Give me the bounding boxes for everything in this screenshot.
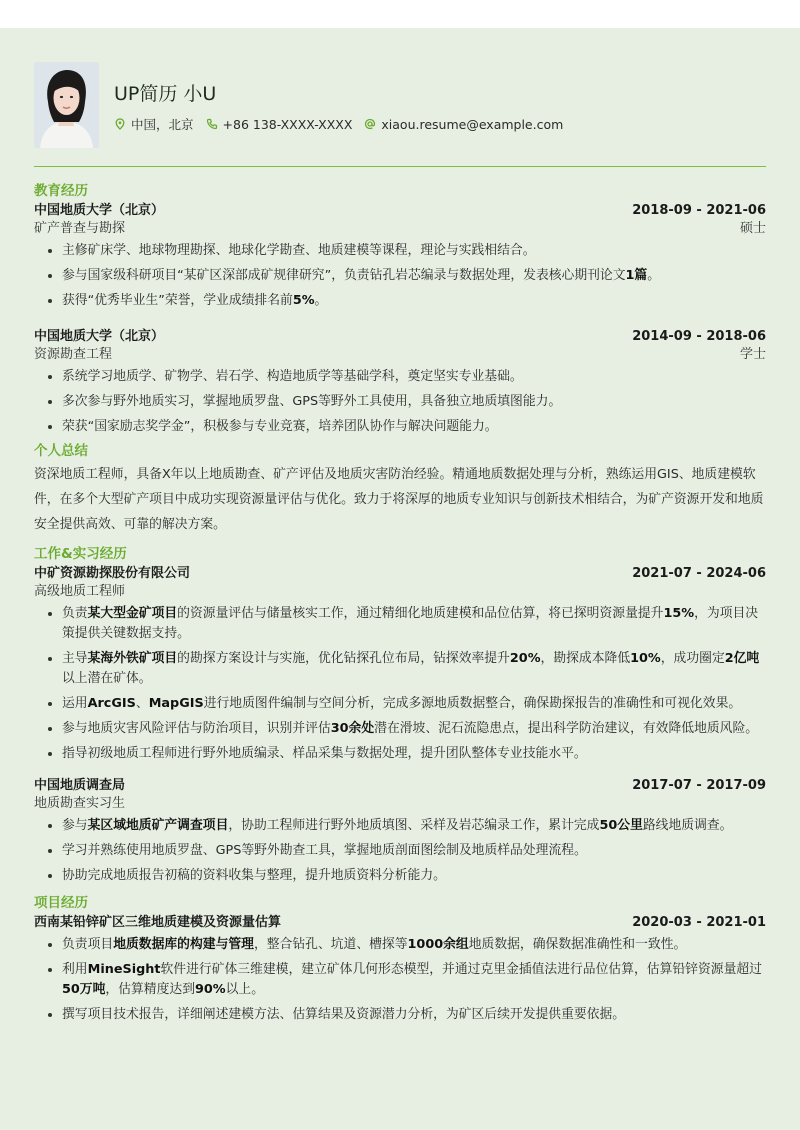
- work-date: 2017-07 - 2017-09: [632, 778, 766, 793]
- education-bullets: [34, 241, 766, 311]
- bullet-item: • 学习并熟练使用地质罗盘、GPS等野外勘查工具，掌握地质剖面图绘制及地质样品处理流程。: [62, 841, 766, 861]
- bullet-item: • 多次参与野外地质实习，掌握地质罗盘、GPS等野外工具使用，具备独立地质填图能力。: [62, 392, 766, 412]
- school-name: 中国地质大学（北京）: [34, 329, 165, 344]
- education-date: 2014-09 - 2018-06: [632, 329, 766, 344]
- bullet-item: • 负责某大型金矿项目的资源量评估与储量核实工作，通过精细化地质建模和品位估算，将已探明资源量提升15%，为项目决策提供关键数据支持。: [62, 604, 766, 644]
- school-name: 中国地质大学（北京）: [34, 203, 165, 218]
- education-entry: [34, 328, 766, 437]
- candidate-name: UP简历 小U: [114, 83, 217, 105]
- work-bullets: [34, 816, 766, 886]
- bullet-item: • 协助完成地质报告初稿的资料收集与整理，提升地质资料分析能力。: [62, 866, 766, 886]
- project-name: 西南某铅锌矿区三维地质建模及资源量估算: [34, 915, 282, 930]
- contact-row: [114, 115, 575, 133]
- bullet-item: • 获得“优秀毕业生”荣誉，学业成绩排名前5%。: [62, 291, 766, 311]
- bullet-item: • 负责项目地质数据库的构建与管理，整合钻孔、坑道、槽探等1000余组地质数据，确保数据准确性和一致性。: [62, 935, 766, 955]
- company-name: 中国地质调查局: [34, 778, 126, 793]
- education-date: 2018-09 - 2021-06: [632, 203, 766, 218]
- bullet-item: • 参与某区域地质矿产调查项目，协助工程师进行野外地质填图、采样及岩芯编录工作，累计完成50公里路线地质调查。: [62, 816, 766, 836]
- location-text: 中国，北京: [131, 117, 194, 132]
- work-bullets: [34, 604, 766, 764]
- bullet-item: • 系统学习地质学、矿物学、岩石学、构造地质学等基础学科，奠定坚实专业基础。: [62, 367, 766, 387]
- major: 资源勘查工程: [34, 347, 113, 362]
- company-name: 中矿资源勘探股份有限公司: [34, 566, 191, 581]
- bullet-item: • 指导初级地质工程师进行野外地质编录、样品采集与数据处理，提升团队整体专业技能水平。: [62, 744, 766, 764]
- header-divider: [34, 166, 766, 167]
- top-margin: [0, 0, 800, 28]
- bullet-item: • 参与地质灾害风险评估与防治项目，识别并评估30余处潜在滑坡、泥石流隐患点，提出科学防治建议，有效降低地质风险。: [62, 719, 766, 739]
- degree: 硕士: [739, 221, 766, 236]
- bullet-item: • 荣获“国家励志奖学金”，积极参与专业竞赛，培养团队协作与解决问题能力。: [62, 417, 766, 437]
- work-section-title: 工作&实习经历: [34, 546, 127, 562]
- major: 矿产普查与勘探: [34, 221, 126, 236]
- phone-icon: [206, 118, 218, 130]
- education-entry: [34, 202, 766, 311]
- bullet-item: • 运用ArcGIS、MapGIS进行地质图件编制与空间分析，完成多源地质数据整合，确保勘探报告的准确性和可视化效果。: [62, 694, 766, 714]
- degree: 学士: [739, 347, 766, 362]
- work-date: 2021-07 - 2024-06: [632, 566, 766, 581]
- job-role: 高级地质工程师: [34, 584, 126, 599]
- location-item: [114, 115, 194, 133]
- work-entry: [34, 777, 766, 886]
- email-item: [364, 117, 563, 132]
- project-bullets: [34, 935, 766, 1025]
- education-section-title: 教育经历: [34, 183, 88, 199]
- project-entry: [34, 914, 766, 1025]
- at-sign-icon: [364, 118, 376, 130]
- projects-section-title: 项目经历: [34, 895, 88, 911]
- portrait-illustration: [34, 62, 99, 148]
- job-role: 地质勘查实习生: [34, 796, 126, 811]
- summary-section-title: 个人总结: [34, 443, 88, 459]
- phone-item: [206, 117, 353, 132]
- bullet-item: • 参与国家级科研项目“某矿区深部成矿规律研究”，负责钻孔岩芯编录与数据处理，发表核心期刊论文1篇。: [62, 266, 766, 286]
- bullet-item: • 利用MineSight软件进行矿体三维建模，建立矿体几何形态模型，并通过克里金插值法进行品位估算，估算铅锌资源量超过50万吨，估算精度达到90%以上。: [62, 960, 766, 1000]
- resume-page: [0, 28, 800, 1130]
- bullet-item: • 主导某海外铁矿项目的勘探方案设计与实施，优化钻探孔位布局，钻探效率提升20%，勘探成本降低10%，成功圈定2亿吨以上潜在矿体。: [62, 649, 766, 689]
- summary-text: 资深地质工程师，具备X年以上地质勘查、矿产评估及地质灾害防治经验。精通地质数据处理与分析，熟练运用GIS、地质建模软件，在多个大型矿产项目中成功实现资源量评估与优化。致力于将深厚的地质专业知识与创新技术相结合，为矿产资源开发和地质安全提供高效、可靠的解决方案。: [34, 467, 764, 532]
- resume-body: [34, 178, 766, 1030]
- project-date: 2020-03 - 2021-01: [632, 915, 766, 930]
- bullet-item: • 撰写项目技术报告，详细阐述建模方法、估算结果及资源潜力分析，为矿区后续开发提供重要依据。: [62, 1005, 766, 1025]
- work-entry: [34, 565, 766, 764]
- education-bullets: [34, 367, 766, 437]
- location-pin-icon: [114, 118, 126, 130]
- bullet-item: • 主修矿床学、地球物理勘探、地球化学勘查、地质建模等课程，理论与实践相结合。: [62, 241, 766, 261]
- profile-photo: [34, 62, 99, 148]
- resume-header: [34, 62, 766, 150]
- phone-text: +86 138-XXXX-XXXX: [222, 116, 353, 132]
- email-text[interactable]: xiaou.resume@example.com: [381, 116, 564, 132]
